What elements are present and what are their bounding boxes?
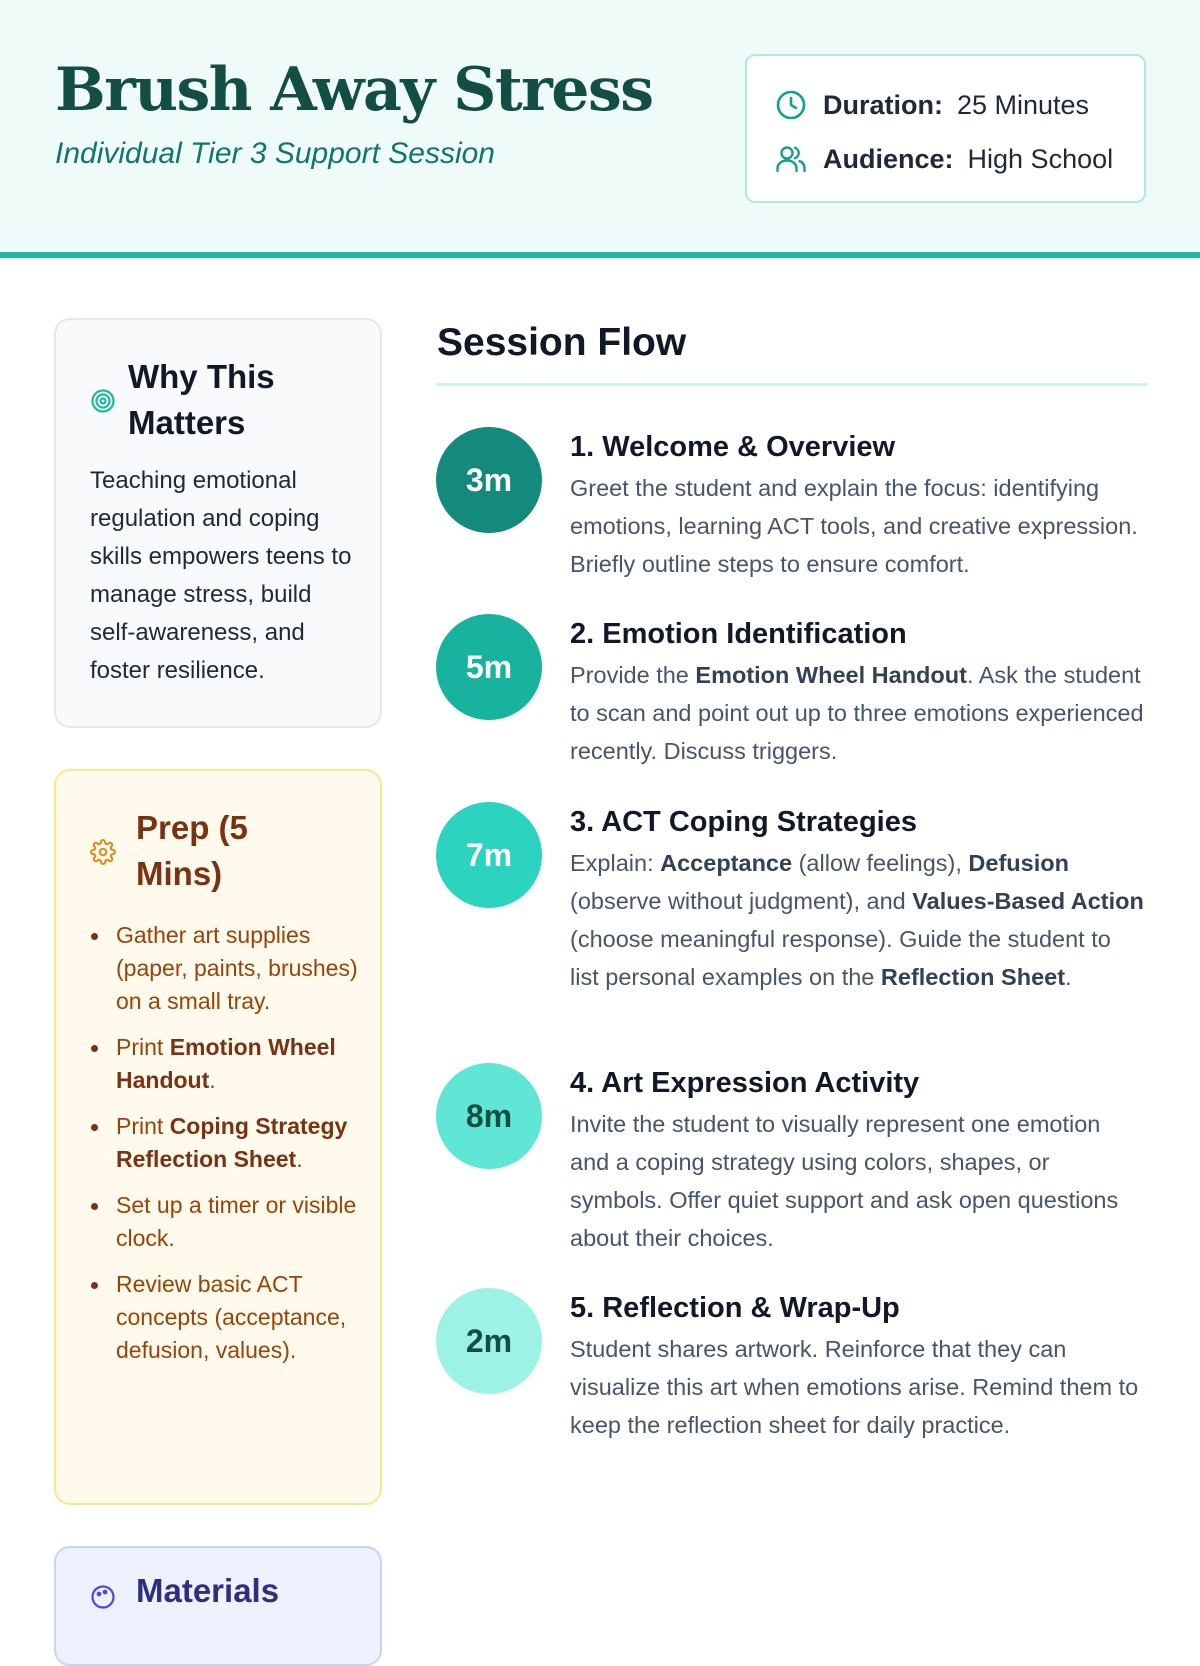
list-item: Print Emotion Wheel Handout.: [82, 1031, 372, 1097]
duration-row: [775, 88, 1089, 122]
handout-name: Coping Strategy Reflection Sheet: [116, 1113, 348, 1172]
target-icon: [90, 388, 116, 414]
page-subtitle: Individual Tier 3 Support Session: [55, 137, 495, 170]
handout-name: Emotion Wheel Handout: [695, 662, 967, 688]
session-info-card: [745, 54, 1146, 203]
list-item: Print Coping Strategy Reflection Sheet.: [82, 1110, 372, 1176]
prep-title: Prep (5 Mins): [136, 809, 248, 892]
step-description: Greet the student and explain the focus: identifying emotions, learning ACT tools, and creative expression. Briefly outline steps to ensure comfort.: [570, 475, 1138, 577]
time-badge: 3m: [436, 427, 542, 533]
step-title: 3. ACT Coping Strategies: [570, 806, 917, 838]
step-title: 2. Emotion Identification: [570, 618, 907, 650]
time-badge: 2m: [436, 1288, 542, 1394]
prep-card: [54, 769, 382, 1505]
session-flow-title: Session Flow: [437, 321, 687, 364]
time-badge: 5m: [436, 614, 542, 720]
clock-icon: [775, 89, 807, 121]
gear-icon: [90, 839, 116, 865]
prep-list: [82, 919, 372, 1380]
duration-value: 25 Minutes: [956, 89, 1090, 120]
duration-label: Duration:: [823, 89, 943, 120]
page-header: [0, 0, 1200, 258]
materials-title: Materials: [136, 1572, 280, 1609]
step-title: 4. Art Expression Activity: [570, 1067, 920, 1099]
step-title: 1. Welcome & Overview: [570, 431, 896, 463]
why-title: Why This Matters: [128, 358, 275, 441]
act-term: Acceptance: [660, 850, 793, 876]
list-item: Set up a timer or visible clock.: [82, 1189, 372, 1255]
act-term: Values-Based Action: [912, 888, 1144, 914]
time-badge: 8m: [436, 1063, 542, 1169]
palette-icon: [90, 1584, 116, 1610]
step-title: 5. Reflection & Wrap-Up: [570, 1292, 900, 1324]
list-item: Review basic ACT concepts (acceptance, defusion, values).: [82, 1268, 372, 1367]
divider: [436, 383, 1147, 386]
step-description: Invite the student to visually represent one emotion and a coping strategy using colors, shapes, or symbols. Offer quiet support and ask open questions about their choices.: [570, 1111, 1119, 1251]
step-description: Student shares artwork. Reinforce that they can visualize this art when emotions arise. Remind them to keep the reflection sheet for daily practice.: [570, 1336, 1139, 1438]
act-term: Defusion: [968, 850, 1069, 876]
why-text: Teaching emotional regulation and coping skills empowers teens to manage stress, build self-awareness, and foster resilience.: [90, 467, 352, 684]
audience-row: [775, 142, 1113, 176]
audience-label: Audience:: [823, 143, 954, 174]
audience-value: High School: [967, 143, 1114, 174]
handout-name: Reflection Sheet: [880, 964, 1066, 990]
why-this-matters-card: [54, 318, 382, 728]
list-item: Gather art supplies (paper, paints, brushes) on a small tray.: [82, 919, 372, 1018]
time-badge: 7m: [436, 802, 542, 908]
page-title: Brush Away Stress: [55, 55, 653, 125]
materials-card: [54, 1546, 382, 1666]
step-description: Provide the Emotion Wheel Handout. Ask the student to scan and point out up to three emotions experienced recently. Discuss triggers.: [570, 662, 1144, 764]
step-description: Explain: Acceptance (allow feelings), Defusion (observe without judgment), and Values-Based Action (choose meaningful response). Guide the student to list personal examples on the Reflection Sheet.: [570, 850, 1144, 990]
handout-name: Emotion Wheel Handout: [116, 1034, 336, 1093]
users-icon: [775, 143, 807, 175]
